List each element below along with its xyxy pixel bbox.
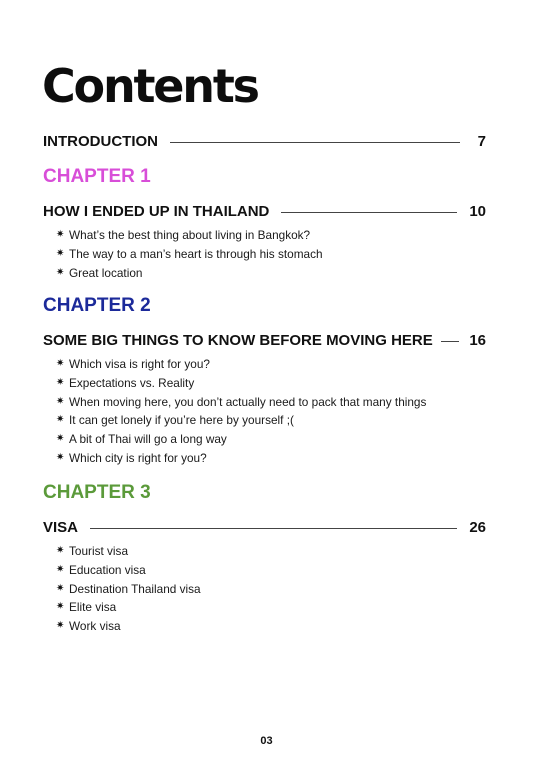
star-bullet-icon: ✷: [56, 563, 65, 575]
star-bullet-icon: ✷: [56, 266, 65, 278]
list-item[interactable]: ✷ Great location: [56, 264, 323, 283]
page-title: Contents: [42, 59, 258, 113]
star-bullet-icon: ✷: [56, 395, 65, 407]
toc-entry-introduction[interactable]: [43, 133, 486, 151]
list-item[interactable]: ✷ Which visa is right for you?: [56, 355, 426, 374]
list-item[interactable]: ✷ The way to a man’s heart is through his stomach: [56, 245, 323, 264]
list-item[interactable]: ✷ When moving here, you don’t actually need to pack that many things: [56, 393, 426, 412]
toc-page-number: 7: [477, 133, 486, 150]
list-item[interactable]: ✷ Which city is right for you?: [56, 449, 426, 468]
chapter-1-heading: CHAPTER 1: [43, 166, 151, 187]
chapter-1-topics: [56, 226, 323, 282]
toc-page-number: 26: [469, 519, 486, 536]
chapter-3-topics: [56, 542, 201, 636]
leader-line: [441, 341, 460, 342]
list-item[interactable]: ✷ What’s the best thing about living in Bangkok?: [56, 226, 323, 245]
toc-entry-label: SOME BIG THINGS TO KNOW BEFORE MOVING HERE: [43, 332, 433, 349]
chapter-2-topics: [56, 355, 426, 468]
list-item[interactable]: ✷ Education visa: [56, 561, 201, 580]
list-item[interactable]: ✷ Expectations vs. Reality: [56, 374, 426, 393]
leader-line: [90, 528, 457, 529]
star-bullet-icon: ✷: [56, 582, 65, 594]
leader-line: [170, 142, 460, 143]
star-bullet-icon: ✷: [56, 433, 65, 445]
star-bullet-icon: ✷: [56, 229, 65, 240]
list-item[interactable]: ✷ It can get lonely if you’re here by yourself ;(: [56, 411, 426, 430]
star-bullet-icon: ✷: [56, 451, 65, 463]
list-item[interactable]: ✷ A bit of Thai will go a long way: [56, 430, 426, 449]
list-item[interactable]: ✷ Work visa: [56, 617, 201, 636]
leader-line: [281, 212, 457, 213]
toc-entry-label: INTRODUCTION: [43, 133, 158, 150]
chapter-2-heading: CHAPTER 2: [43, 295, 151, 316]
star-bullet-icon: ✷: [56, 376, 65, 388]
star-bullet-icon: ✷: [56, 620, 65, 632]
toc-entry-chapter-2[interactable]: [43, 332, 486, 350]
page-number: 03: [260, 735, 273, 747]
toc-entry-label: VISA: [43, 519, 79, 536]
toc-entry-chapter-3[interactable]: [43, 519, 486, 537]
list-item[interactable]: ✷ Destination Thailand visa: [56, 580, 201, 599]
list-item[interactable]: ✷ Tourist visa: [56, 542, 201, 561]
star-bullet-icon: ✷: [56, 358, 65, 369]
list-item[interactable]: ✷ Elite visa: [56, 598, 201, 617]
star-bullet-icon: ✷: [56, 601, 65, 613]
star-bullet-icon: ✷: [56, 545, 65, 556]
toc-page-number: 10: [469, 203, 486, 220]
toc-page-number: 16: [469, 332, 486, 349]
toc-entry-label: HOW I ENDED UP IN THAILAND: [43, 203, 270, 220]
toc-entry-chapter-1[interactable]: [43, 203, 486, 221]
star-bullet-icon: ✷: [56, 247, 65, 259]
star-bullet-icon: ✷: [56, 414, 65, 426]
chapter-3-heading: CHAPTER 3: [43, 482, 151, 503]
